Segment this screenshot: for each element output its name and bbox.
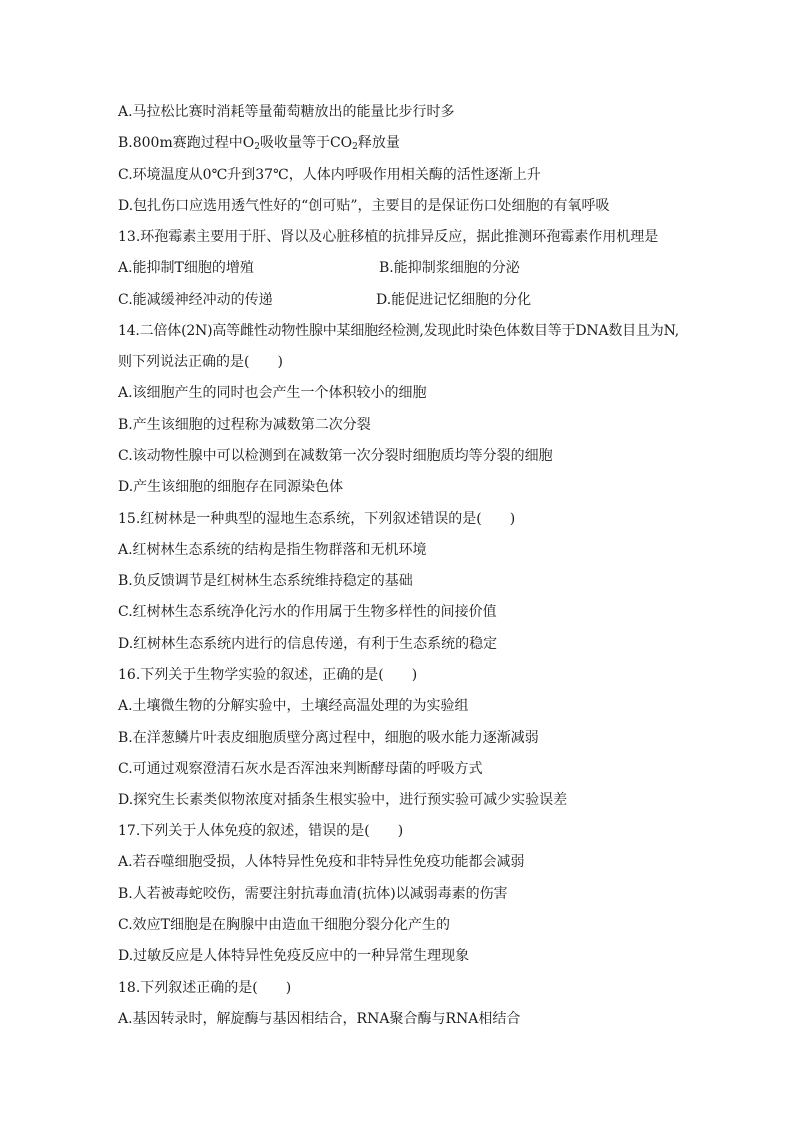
q14-option-a: A.该细胞产生的同时也会产生一个体积较小的细胞: [118, 385, 427, 401]
q17-option-a: A.若吞噬细胞受损，人体特异性免疫和非特异性免疫功能都会减弱: [118, 854, 525, 870]
prev-option-b-sub1: 2: [254, 142, 260, 152]
q17-stem: 17.下列关于人体免疫的叙述，错误的是( ): [118, 823, 404, 839]
q15-option-c: C.红树林生态系统净化污水的作用属于生物多样性的间接价值: [118, 604, 497, 620]
q17-option-b: B.人若被毒蛇咬伤，需要注射抗毒血清(抗体)以减弱毒素的伤害: [118, 886, 508, 902]
prev-option-b: [118, 134, 400, 152]
q13-option-a: A.能抑制T细胞的增殖: [118, 260, 254, 276]
prev-option-d: D.包扎伤口应选用透气性好的“创可贴”，主要目的是保证伤口处细胞的有氧呼吸: [118, 198, 610, 214]
q15-option-b: B.负反馈调节是红树林生态系统维持稳定的基础: [118, 573, 413, 589]
q18-option-a: A.基因转录时，解旋酶与基因相结合，RNA聚合酶与RNA相结合: [118, 1011, 521, 1027]
q16-option-b: B.在洋葱鳞片叶表皮细胞质壁分离过程中，细胞的吸水能力逐渐减弱: [118, 730, 539, 746]
q17-option-d: D.过敏反应是人体特异性免疫反应中的一种异常生理现象: [118, 948, 470, 964]
q15-stem: 15.红树林是一种典型的湿地生态系统，下列叙述错误的是( ): [118, 511, 516, 527]
prev-option-b-sub2: 2: [352, 142, 358, 152]
prev-option-b-post: 释放量: [357, 135, 400, 151]
q14-option-c: C.该动物性腺中可以检测到在减数第一次分裂时细胞质均等分裂的细胞: [118, 448, 553, 464]
prev-option-b-pre: B.800m赛跑过程中O: [118, 135, 255, 151]
q14-stem-line2: 则下列说法正确的是( ): [118, 354, 283, 370]
q14-stem-line1: 14.二倍体(2N)高等雌性动物性腺中某细胞经检测,发现此时染色体数目等于DNA数目且为N,: [118, 323, 679, 339]
q14-option-d: D.产生该细胞的细胞存在同源染色体: [118, 479, 344, 495]
q13-option-d: D.能促进记忆细胞的分化: [376, 292, 532, 308]
q17-option-c: C.效应T细胞是在胸腺中由造血干细胞分裂分化产生的: [118, 917, 450, 933]
q16-option-c: C.可通过观察澄清石灰水是否浑浊来判断酵母菌的呼吸方式: [118, 761, 483, 777]
q13-option-c: C.能减缓神经冲动的传递: [118, 292, 273, 308]
prev-option-a: A.马拉松比赛时消耗等量葡萄糖放出的能量比步行时多: [118, 104, 455, 120]
q14-option-b: B.产生该细胞的过程称为减数第二次分裂: [118, 417, 371, 433]
q16-stem: 16.下列关于生物学实验的叙述，正确的是( ): [118, 667, 418, 683]
q13-option-b: B.能抑制浆细胞的分泌: [379, 260, 520, 276]
q13-stem: 13.环孢霉素主要用于肝、肾以及心脏移植的抗排异反应，据此推测环孢霉素作用机理是: [118, 229, 659, 245]
q15-option-a: A.红树林生态系统的结构是指生物群落和无机环境: [118, 542, 427, 558]
prev-option-c: C.环境温度从0℃升到37℃，人体内呼吸作用相关酶的活性逐渐上升: [118, 167, 541, 183]
q16-option-a: A.土壤微生物的分解实验中，土壤经高温处理的为实验组: [118, 698, 469, 714]
q15-option-d: D.红树林生态系统内进行的信息传递，有利于生态系统的稳定: [118, 636, 498, 652]
prev-option-b-mid: 吸收量等于CO: [259, 135, 353, 151]
q18-stem: 18.下列叙述正确的是( ): [118, 980, 292, 996]
q16-option-d: D.探究生长素类似物浓度对插条生根实验中，进行预实验可减少实验误差: [118, 792, 568, 808]
